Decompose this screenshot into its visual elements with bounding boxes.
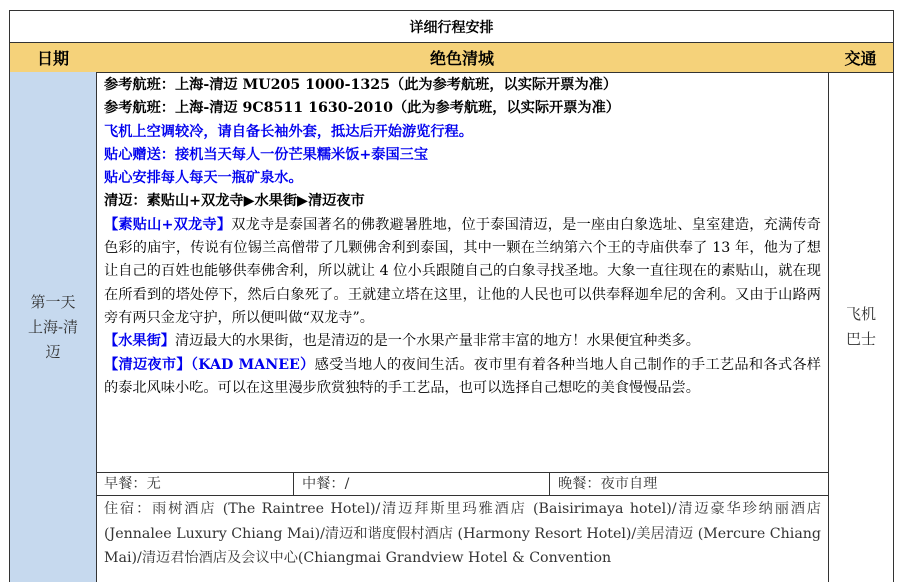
attraction-name-suffix: （KAD MANEE） [190, 356, 315, 373]
route-line: 清迈：素贴山+双龙寺▶水果街▶清迈夜市 [104, 193, 365, 210]
table-title: 详细行程安排 [9, 10, 894, 42]
meal-breakfast: 早餐：无 [104, 476, 161, 492]
attraction-doi-suthep [104, 214, 821, 330]
meal-dinner: 晚餐：夜市自理 [549, 473, 829, 496]
notice-gift: 贴心赠送：接机当天每人一份芒果糯米饭+泰国三宝 [104, 146, 429, 163]
day-cell [9, 72, 97, 582]
meals-row [96, 472, 829, 496]
day-label-line3: 迈 [45, 342, 61, 361]
day-label-line1: 第一天 [30, 292, 76, 311]
notice-water: 贴心安排每人每天一瓶矿泉水。 [104, 170, 303, 187]
header-date: 日期 [9, 42, 97, 73]
attraction-name: 【清迈夜市】 [104, 356, 191, 373]
day-content [96, 72, 829, 472]
attraction-night-market [104, 354, 821, 401]
transport-line1: 飞机 [845, 305, 876, 323]
attraction-fruit-street [104, 330, 821, 353]
flight-line-2: 参考航班：上海-清迈 9C8511 1630-2010（此为参考航班，以实际开票为准） [104, 100, 620, 117]
meal-lunch: 中餐：/ [293, 473, 549, 496]
hotel-info: 住宿：雨树酒店 (The Raintree Hotel)/清迈拜斯里玛雅酒店 (Baisirimaya hotel)/清迈豪华珍纳丽酒店(Jennalee Luxury Chiang Mai)/清迈和谐度假村酒店 (Harmony Resort Hotel)/美居清迈 (Mercure Chiang Mai)/清迈君怡酒店及会议中心(Chiangmai Grandview Hotel & Convention [104, 501, 821, 566]
notice-jacket: 飞机上空调较冷，请自备长袖外套，抵达后开始游览行程。 [104, 123, 473, 140]
header-content: 绝色清城 [96, 42, 829, 73]
attraction-name: 【素贴山+双龙寺】 [104, 216, 232, 233]
attraction-description: 双龙寺是泰国著名的佛教避暑胜地，位于泰国清迈，是一座由白象选址、皇室建造，充满传奇色彩的庙宇，传说有位锡兰高僧带了几颗佛舍利到泰国，其中一颗在兰纳第六个王的寺庙供奉了 13 年，他为了想让自己的百姓也能够供奉佛舍利，所以就让 4 位小兵跟随自己的白象寻找圣地。大象一直往现在的素贴山，就在现在所看到的塔处停下，然后白象死了。王就建立塔在这里，让他的人民也可以供奉释迦牟尼的舍利。又由于山路两旁有两只金龙守护，所以便叫做“双龙寺”。 [104, 216, 821, 326]
attraction-description: 清迈最大的水果街，也是清迈的是一个水果产量非常丰富的地方！水果便宜种类多。 [174, 333, 700, 350]
day-label-line2: 上海-清 [27, 317, 79, 336]
attraction-description: 感受当地人的夜间生活。夜市里有着各种当地人自己制作的手工艺品和各式各样的泰北风味小吃。可以在这里漫步欣赏独特的手工艺品，也可以选择自己想吃的美食慢慢品尝。 [104, 356, 821, 396]
attraction-name: 【水果街】 [104, 333, 175, 350]
transport-cell [828, 72, 894, 582]
transport-line2: 巴士 [845, 330, 876, 348]
header-transport: 交通 [828, 42, 894, 73]
flight-line-1: 参考航班：上海-清迈 MU205 1000-1325（此为参考航班，以实际开票为准） [104, 77, 618, 93]
